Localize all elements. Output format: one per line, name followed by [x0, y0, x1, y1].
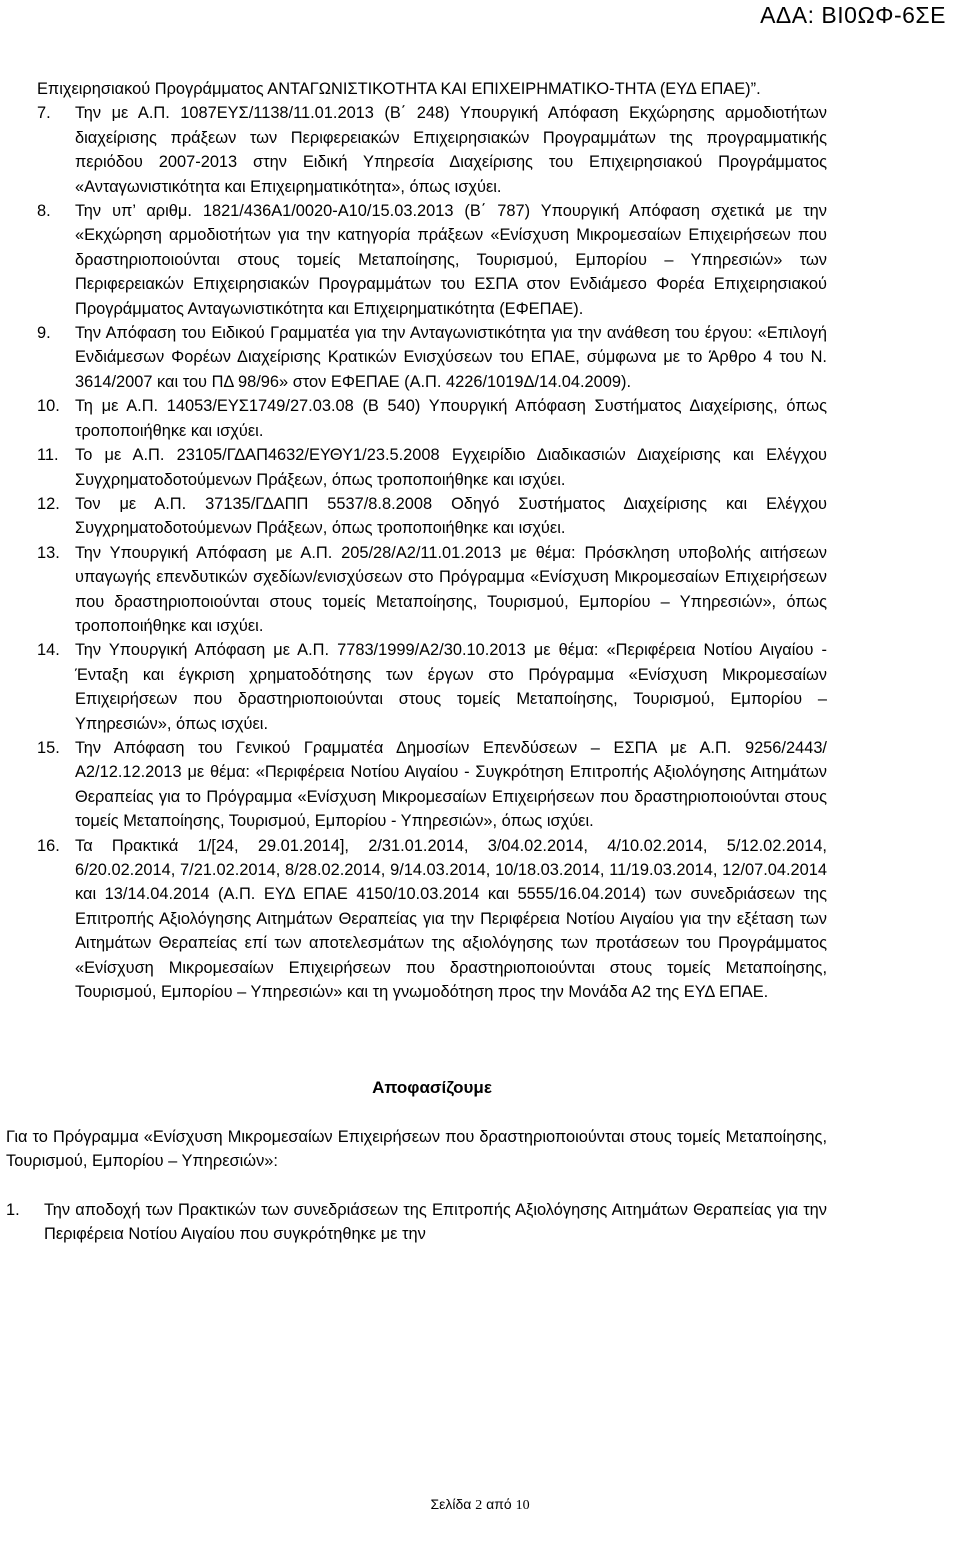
- decision-heading: Αποφασίζουμε: [372, 1078, 492, 1098]
- item-text: Την Υπουργική Απόφαση με Α.Π. 205/28/Α2/11.01.2013 με θέμα: Πρόσκληση υποβολής αιτήσεων υπαγωγής επενδυτικών σχεδίων/ενισχύσεων στο Πρόγραμμα «Ενίσχυση Μικρομεσαίων Επιχειρήσεων που δραστηριοποιούνται στους τομείς Μεταποίησης, Τουρισμού, Εμπορίου – Υπηρεσιών», όπως τροποποιήθηκε και ισχύει.: [75, 543, 827, 635]
- list-item: [37, 736, 827, 834]
- item-number: 14.: [37, 641, 60, 660]
- item-number: 9.: [37, 324, 51, 343]
- item-number: 11.: [37, 446, 59, 465]
- list-item: [37, 541, 827, 639]
- item-number: 13.: [37, 543, 60, 562]
- item-number: 12.: [37, 494, 60, 513]
- decision-list: [6, 1198, 827, 1247]
- item-number: 1.: [6, 1200, 20, 1219]
- list-item: [37, 638, 827, 736]
- item-text: Την Απόφαση του Ειδικού Γραμματέα για την Ανταγωνιστικότητα για την ανάθεση του έργου: «Επιλογή Ενδιάμεσων Φορέων Διαχείρισης Κρατικών Ενισχύσεων του ΕΠΑΕ, σύμφωνα με το Άρθρο 4 του Ν. 3614/2007 και του ΠΔ 98/96» στον ΕΦΕΠΑΕ (Α.Π. 4226/1019Δ/14.04.2009).: [75, 324, 827, 391]
- list-item: [37, 101, 827, 199]
- item-text: Την Απόφαση του Γενικού Γραμματέα Δημοσίων Επενδύσεων – ΕΣΠΑ με Α.Π. 9256/2443/Α2/12.12.2013 με θέμα: «Περιφέρεια Νοτίου Αιγαίου - Συγκρότηση Επιτροπής Αξιολόγησης Αιτημάτων Θεραπείας για το Πρόγραμμα «Ενίσχυση Μικρομεσαίων Επιχειρήσεων που δραστηριοποιούνται στους τομείς Μεταποίησης, Τουρισμού, Εμπορίου - Υπηρεσιών», όπως ισχύει.: [75, 738, 827, 831]
- item-number: 10.: [37, 397, 60, 416]
- list-item: [37, 834, 827, 1005]
- page-total: 10: [515, 1498, 530, 1513]
- page-footer: [0, 1496, 960, 1514]
- page-of: από: [486, 1496, 512, 1512]
- document-body: [6, 77, 827, 1246]
- ada-code: ΑΔΑ: ΒΙ0ΩΦ-6ΣΕ: [760, 2, 946, 28]
- decision-intro: Για το Πρόγραμμα «Ενίσχυση Μικρομεσαίων Επιχειρήσεων που δραστηριοποιούνται στους τομείς Μεταποίησης, Τουρισμού, Εμπορίου – Υπηρεσιών»:: [6, 1127, 827, 1171]
- item-text: Την αποδοχή των Πρακτικών των συνεδριάσεων της Επιτροπής Αξιολόγησης Αιτημάτων Θεραπείας για την Περιφέρεια Νοτίου Αιγαίου που συγκρότηθηκε με την: [44, 1200, 827, 1244]
- list-item: [37, 321, 827, 394]
- item-text: Την υπ’ αριθμ. 1821/436Α1/0020-Α10/15.03.2013 (Β΄ 787) Υπουργική Απόφαση σχετικά με την «Εκχώρηση αρμοδιοτήτων για την κατηγορία πράξεων «Ενίσχυση Μικρομεσαίων Επιχειρήσεων που δραστηριοποιούνται στους τομείς Μεταποίησης, Τουρισμού, Εμπορίου – Υπηρεσιών» των Περιφερειακών Επιχειρησιακών Προγραμμάτων του ΕΣΠΑ στον Ενδιάμεσο Φορέα Επιχειρησιακού Προγράμματος Ανταγωνιστικότητα και Επιχειρηματικότητα (ΕΦΕΠΑΕ).: [75, 202, 827, 318]
- item-number: 7.: [37, 104, 51, 123]
- item-text: Το με Α.Π. 23105/ΓΔΑΠ4632/ΕΥΘΥ1/23.5.2008 Εγχειρίδιο Διαδικασιών Διαχείρισης και Ελέγχου Συγχρηματοδοτούμενων Πράξεων, όπως τροποποιήθηκε και ισχύει.: [75, 446, 827, 489]
- page-current: 2: [475, 1498, 483, 1513]
- item-text: Την με Α.Π. 1087ΕΥΣ/1138/11.01.2013 (Β΄ 248) Υπουργική Απόφαση Εκχώρησης αρμοδιοτήτων διαχείρισης πράξεων των Περιφερειακών Επιχειρησιακών Προγραμμάτων της προγραμματικής περιόδου 2007-2013 στην Ειδική Υπηρεσία Διαχείρισης του Επιχειρησιακού Προγράμματος «Ανταγωνιστικότητα και Επιχειρηματικότητα», όπως ισχύει.: [75, 104, 827, 196]
- list-item: [37, 199, 827, 321]
- considerations-list: [37, 101, 827, 1004]
- list-item: [37, 443, 827, 492]
- item-number: 16.: [37, 836, 60, 855]
- item-text: Τον με Α.Π. 37135/ΓΔΑΠΠ 5537/8.8.2008 Οδηγό Συστήματος Διαχείρισης και Ελέγχου Συγχρηματοδοτούμενων Πράξεων, όπως τροποποιήθηκε και ισχύει.: [75, 494, 827, 538]
- list-item: [6, 1198, 827, 1247]
- item-text: Τα Πρακτικά 1/[24, 29.01.2014], 2/31.01.2014, 3/04.02.2014, 4/10.02.2014, 5/12.02.2014, 6/20.02.2014, 7/21.02.2014, 8/28.02.2014, 9/14.03.2014, 10/18.03.2014, 11/19.03.2014, 12/07.04.2014 και 13/14.04.2014 (Α.Π. ΕΥΔ ΕΠΑΕ 4150/10.03.2014 και 5555/16.04.2014) των συνεδριάσεων της Επιτροπής Αξιολόγησης Αιτημάτων Θεραπείας για την Περιφέρεια Νοτίου Αιγαίου για την εξέταση των Αιτημάτων Θεραπείας επί των αποτελεσμάτων της αξιολόγησης των προτάσεων του Προγράμματος «Ενίσχυση Μικρομεσαίων Επιχειρήσεων που δραστηριοποιούνται στους τομείς Μεταποίησης, Τουρισμού, Εμπορίου – Υπηρεσιών» και τη γνωμοδότηση προς την Μονάδα Α2 της ΕΥΔ ΕΠΑΕ.: [75, 836, 827, 1002]
- item-text: Τη με Α.Π. 14053/ΕΥΣ1749/27.03.08 (Β 540) Υπουργική Απόφαση Συστήματος Διαχείρισης, όπως τροποποιήθηκε και ισχύει.: [75, 397, 827, 440]
- page-label: Σελίδα: [430, 1496, 472, 1512]
- list-item: [37, 394, 827, 443]
- item-number: 15.: [37, 738, 60, 757]
- item-text: Την Υπουργική Απόφαση με Α.Π. 7783/1999/Α2/30.10.2013 με θέμα: «Περιφέρεια Νοτίου Αιγαίου - Ένταξη και έγκριση χρηματοδότησης των έργων στο Πρόγραμμα «Ενίσχυση Μικρομεσαίων Επιχειρήσεων που δραστηριοποιούνται στους τομείς Μεταποίησης, Τουρισμού, Εμπορίου – Υπηρεσιών», όπως ισχύει.: [75, 641, 827, 733]
- item-number: 8.: [37, 202, 51, 221]
- list-item: [37, 492, 827, 541]
- continuation-text: Επιχειρησιακού Προγράμματος ΑΝΤΑΓΩΝΙΣΤΙΚΟΤΗΤΑ ΚΑΙ ΕΠΙΧΕΙΡΗΜΑΤΙΚΟ-ΤΗΤΑ (ΕΥΔ ΕΠΑΕ)”.: [37, 80, 761, 98]
